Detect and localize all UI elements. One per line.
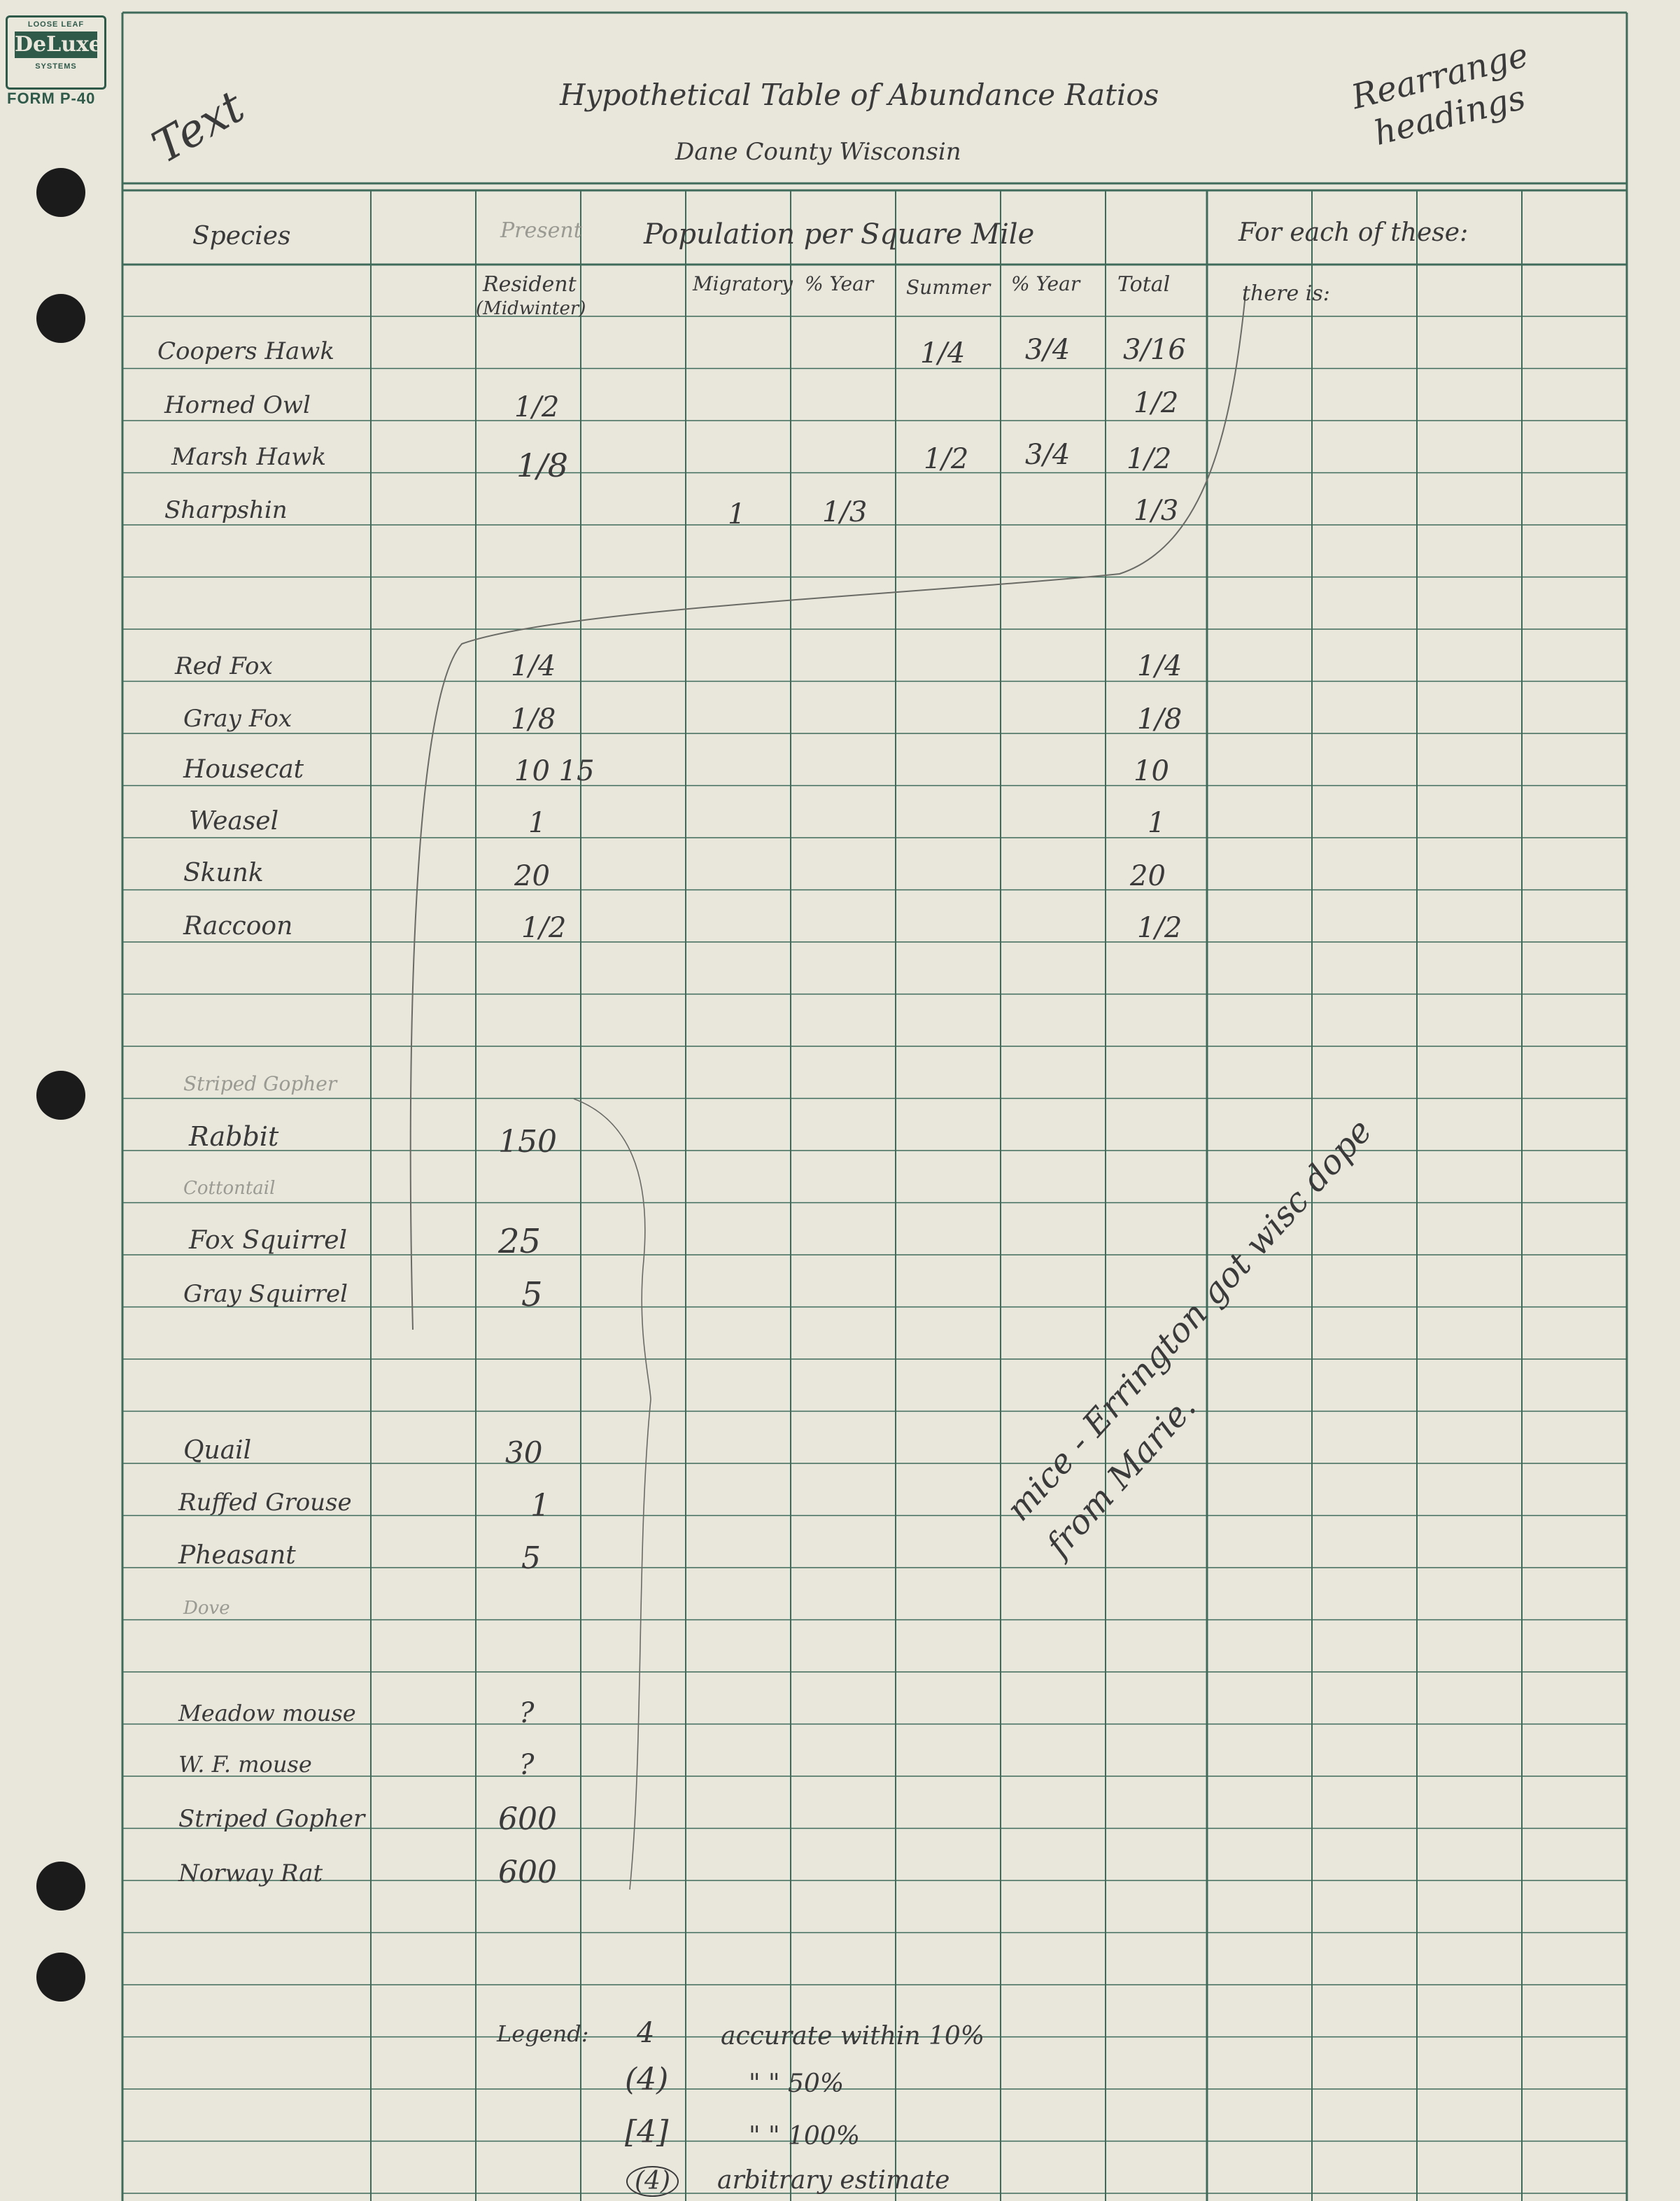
species-name: Weasel: [189, 807, 279, 836]
total-value: 1/2: [1134, 387, 1179, 419]
page-title: Hypothetical Table of Abundance Ratios: [560, 78, 1159, 112]
legend-symbol: [4]: [625, 2114, 669, 2150]
total-value: 20: [1130, 860, 1166, 892]
species-name: Raccoon: [183, 912, 293, 941]
legend-text: " " 100%: [749, 2122, 860, 2151]
resident-value: 150: [498, 1124, 557, 1160]
resident-value: 600: [498, 1855, 557, 1890]
header-for-each: For each of these:: [1238, 218, 1469, 247]
species-name: Gray Squirrel: [183, 1280, 348, 1308]
species-name: Sharpshin: [164, 496, 288, 524]
header-summer: Summer: [906, 276, 991, 299]
header-faint-crossed: Present: [500, 218, 582, 243]
species-name: Gray Fox: [183, 705, 292, 733]
faint-cottontail: Cottontail: [183, 1178, 276, 1199]
species-name: Skunk: [183, 859, 264, 887]
species-name: Norway Rat: [178, 1859, 323, 1887]
summer-value: 1/4: [920, 337, 966, 370]
resident-value: 600: [498, 1801, 557, 1837]
species-name: Striped Gopher: [178, 1805, 365, 1833]
resident-value: 25: [498, 1222, 542, 1261]
mice-note: mice - Errington got wisc dope from Marie.: [998, 1111, 1380, 1565]
header-migratory: Migratory: [693, 272, 793, 295]
legend-text: " " 50%: [749, 2069, 845, 2098]
species-name: Horned Owl: [164, 391, 311, 419]
summer-year-value: 3/4: [1025, 334, 1071, 366]
total-value: 3/16: [1123, 334, 1186, 366]
brand-name: DeLuxe: [15, 32, 102, 57]
binder-hole-2: [36, 294, 85, 343]
total-value: 1/8: [1137, 703, 1183, 736]
form-number: FORM P-40: [7, 90, 96, 107]
header-total: Total: [1117, 272, 1171, 297]
binder-hole-4: [36, 1862, 85, 1911]
legend-label: Legend:: [497, 2020, 589, 2047]
header-resident-sub: (Midwinter): [476, 298, 586, 319]
binder-hole-3: [36, 1071, 85, 1120]
faint-striped-gopher: Striped Gopher: [183, 1072, 337, 1095]
summer-value: 1/2: [924, 443, 969, 475]
resident-value: 1/8: [516, 446, 569, 484]
faint-dove: Dove: [183, 1598, 230, 1619]
resident-value: 1/4: [511, 650, 556, 682]
page-subtitle: Dane County Wisconsin: [675, 138, 961, 166]
rearrange-headings-text: Rearrange headings: [1348, 35, 1532, 153]
total-value: 1/2: [1127, 443, 1172, 475]
corner-text-note: Text: [143, 80, 253, 174]
header-population: Population per Square Mile: [644, 218, 1035, 251]
species-name: Red Fox: [175, 652, 273, 680]
resident-value: 1: [530, 1488, 550, 1524]
species-name: Marsh Hawk: [171, 443, 327, 471]
legend-symbol: (4): [625, 2062, 669, 2097]
species-name: Rabbit: [189, 1121, 279, 1152]
brand-top-text: LOOSE LEAF: [27, 20, 85, 29]
header-migratory-year: % Year: [805, 272, 874, 295]
legend-text: accurate within 10%: [721, 2022, 984, 2051]
resident-value: ?: [519, 1697, 535, 1729]
species-name: Fox Squirrel: [189, 1226, 348, 1255]
resident-value: 10 15: [514, 755, 595, 787]
resident-value: 20: [514, 860, 550, 892]
pencil-bracket-curve: [574, 1099, 651, 1890]
total-value: 1: [1148, 807, 1166, 839]
binder-hole-1: [36, 168, 85, 217]
header-resident: Resident: [483, 272, 577, 297]
resident-value: 1/2: [521, 912, 567, 944]
legend-text: arbitrary estimate: [717, 2166, 950, 2195]
legend-symbol: 4: [637, 2017, 655, 2049]
resident-value: 1/2: [514, 391, 560, 423]
summer-year-value: 3/4: [1025, 439, 1071, 471]
header-there-is: there is:: [1242, 281, 1330, 306]
species-name: Housecat: [183, 755, 304, 784]
header-summer-year: % Year: [1011, 272, 1080, 295]
species-name: Ruffed Grouse: [178, 1489, 352, 1517]
resident-value: 1: [528, 807, 546, 839]
binder-hole-5: [36, 1953, 85, 2002]
legend-symbol: (4): [626, 2166, 679, 2197]
total-value: 10: [1134, 755, 1169, 787]
header-species: Species: [192, 222, 291, 251]
migratory-value: 1: [728, 498, 746, 530]
brand-logo: [6, 15, 106, 90]
species-name: W. F. mouse: [178, 1751, 312, 1778]
species-name: Meadow mouse: [178, 1700, 356, 1727]
species-name: Quail: [183, 1436, 252, 1465]
total-value: 1/2: [1137, 912, 1183, 944]
total-value: 1/4: [1137, 650, 1183, 682]
species-name: Pheasant: [178, 1541, 296, 1570]
resident-value: ?: [519, 1749, 535, 1781]
resident-value: 5: [521, 1275, 543, 1314]
brand-bottom-text: SYSTEMS: [35, 62, 77, 71]
resident-value: 30: [505, 1435, 543, 1470]
species-name: Coopers Hawk: [157, 337, 334, 365]
resident-value: 5: [521, 1540, 541, 1576]
resident-value: 1/8: [511, 703, 556, 736]
total-value: 1/3: [1134, 495, 1179, 527]
migratory-year-value: 1/3: [822, 496, 868, 528]
